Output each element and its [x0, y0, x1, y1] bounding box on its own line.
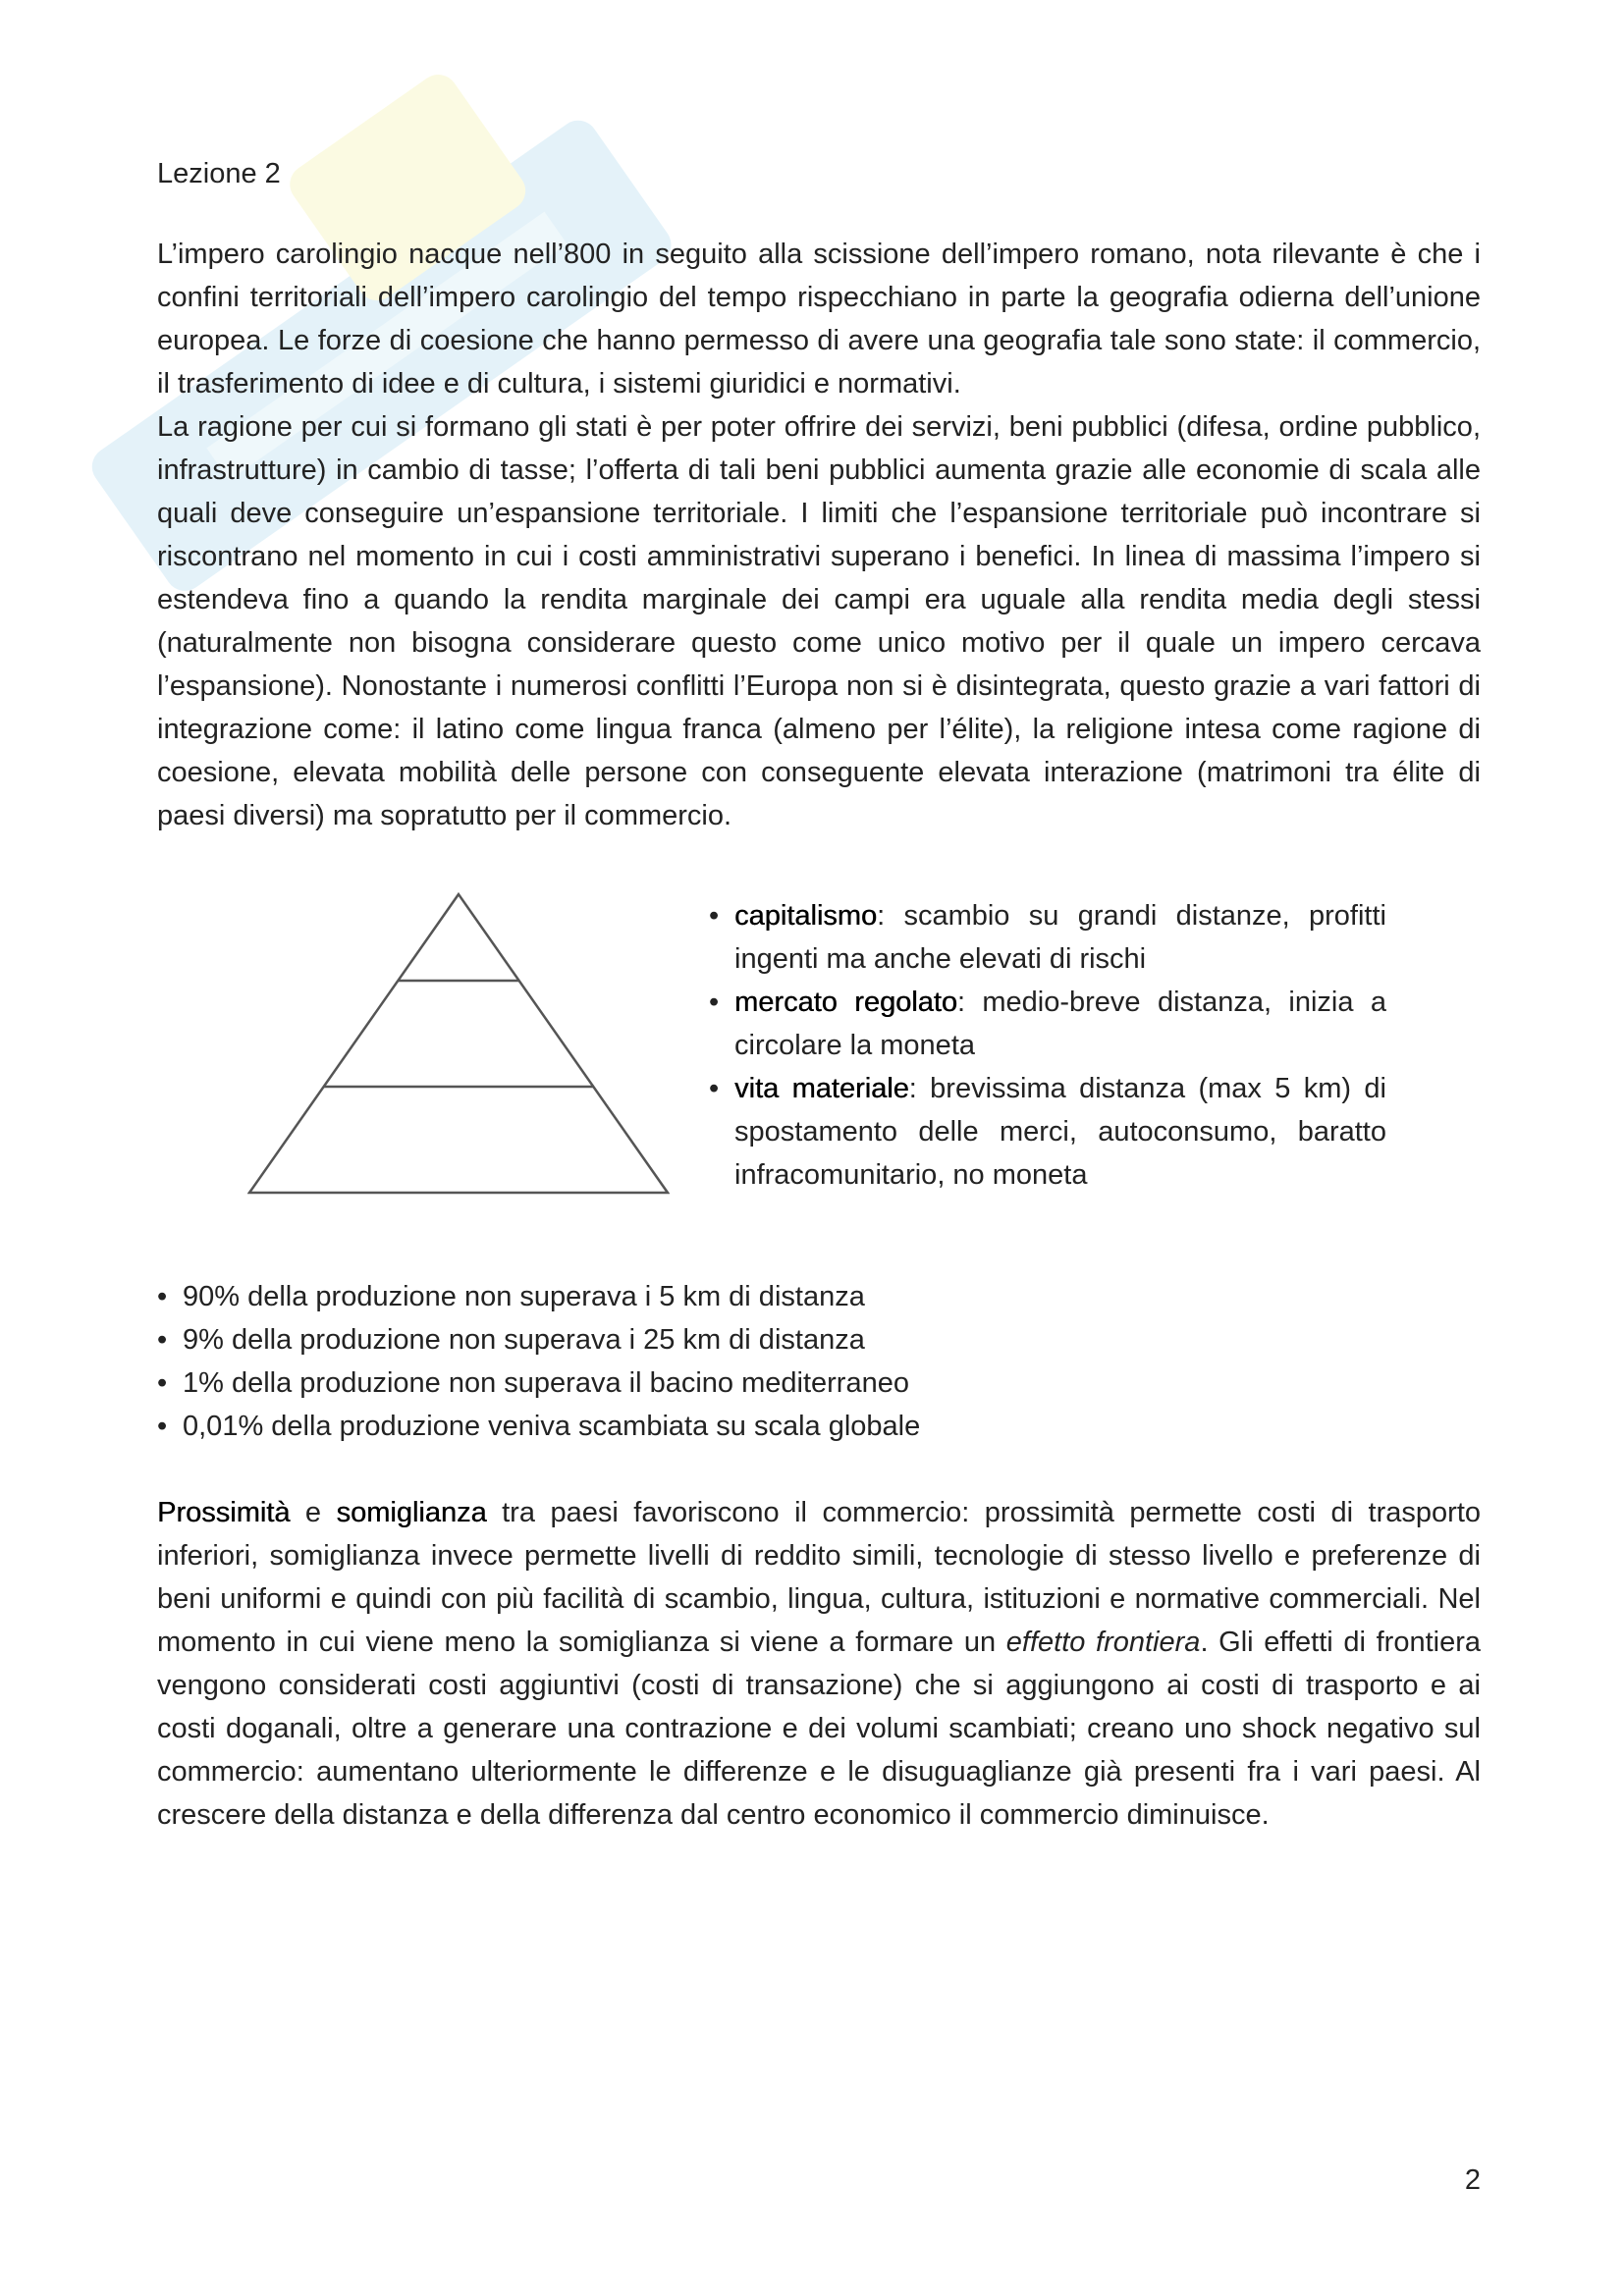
legend-item-vita-materiale: [709, 1067, 1386, 1197]
list-item: [157, 1318, 1481, 1362]
connector-text: e: [290, 1497, 337, 1528]
pyramid-diagram: [157, 890, 687, 1214]
pyramid-outline: [249, 894, 668, 1193]
term-prossimita: Prossimità: [157, 1497, 291, 1528]
list-item: [157, 1275, 1481, 1318]
lesson-heading: Lezione 2: [157, 158, 281, 189]
paragraph-carolingian-empire: L’impero carolingio nacque nell’800 in seguito alla scissione dell’impero romano, nota rilevante è che i confini territoriali dell’impero carolingio del tempo rispecchiano in parte la geografia odierna dell’unione europea. Le forze di coesione che hanno permesso di avere una geografia tale sono state: il commercio, il trasferimento di idee e di cultura, i sistemi giuridici e normativi.: [157, 239, 1481, 400]
pyramid-section: [157, 890, 1481, 1214]
term-somiglianza: somiglianza: [336, 1497, 487, 1528]
legend-item-capitalismo: [709, 894, 1386, 981]
list-item: [157, 1405, 1481, 1448]
legend-desc: : brevissima distanza (max 5 km) di spostamento delle merci, autoconsumo, baratto infracomunitario, no moneta: [734, 1073, 1386, 1191]
paragraph-proximity-similarity: [157, 1491, 1481, 1837]
paragraph-state-formation: La ragione per cui si formano gli stati è per poter offrire dei servizi, beni pubblici (difesa, ordine pubblico, infrastrutture) in cambio di tasse; l’offerta di tali beni pubblici aumenta grazie alle economie di scala alle quali deve conseguire un’espansione territoriale. I limiti che l’espansione territoriale può incontrare si riscontrano nel momento in cui i costi amministrativi superano i benefici. In linea di massima l’impero si estendeva fino a quando la rendita marginale dei campi era uguale alla rendita media degli stessi (naturalmente non bisogna considerare questo come unico motivo per il quale un impero cercava l’espansione). Nonostante i numerosi conflitti l’Europa non si è disintegrata, questo grazie a vari fattori di integrazione come: il latino come lingua franca (almeno per l’élite), la religione intesa come ragione di coesione, elevata mobilità delle persone con conseguente elevata interazione (matrimoni tra élite di paesi diversi) ma sopratutto per il commercio.: [157, 411, 1481, 831]
production-stats-list: [157, 1275, 1481, 1448]
legend-term: capitalismo: [734, 900, 878, 932]
bullet-icon: •: [709, 987, 720, 1018]
bullet-icon: •: [157, 1324, 168, 1356]
bullet-icon: •: [709, 1073, 720, 1104]
document-page: [157, 152, 1481, 1837]
legend-item-mercato-regolato: [709, 981, 1386, 1067]
legend-desc: : scambio su grandi distanze, profitti ingenti ma anche elevati di rischi: [734, 900, 1386, 975]
stat-text: 0,01% della produzione veniva scambiata su scala globale: [183, 1411, 921, 1442]
bullet-icon: •: [157, 1281, 168, 1312]
legend-term: mercato regolato: [734, 987, 957, 1018]
stat-text: 1% della produzione non superava il bacino mediterraneo: [183, 1367, 909, 1399]
page-number: 2: [1464, 2164, 1481, 2196]
bullet-icon: •: [157, 1411, 168, 1442]
paragraph-text-b: . Gli effetti di frontiera vengono considerati costi aggiuntivi (costi di transazione) che si aggiungono ai costi di trasporto e ai costi doganali, oltre a generare una contrazione e dei volumi scambiati; creano uno shock negativo sul commercio: aumentano ulteriormente le differenze e le disuguaglianze già presenti fra i vari paesi. Al crescere della distanza e della differenza dal centro economico il commercio diminuisce.: [157, 1627, 1482, 1831]
list-item: [157, 1362, 1481, 1405]
stat-text: 90% della produzione non superava i 5 km di distanza: [183, 1281, 865, 1312]
legend-desc: : medio-breve distanza, inizia a circolare la moneta: [734, 987, 1386, 1061]
bullet-icon: •: [157, 1367, 168, 1399]
bullet-icon: •: [709, 900, 720, 932]
legend-term: vita materiale: [734, 1073, 909, 1104]
paragraph-text-a: tra paesi favoriscono il commercio: prossimità permette costi di trasporto inferiori, somiglianza invece permette livelli di reddito simili, tecnologie di stesso livello e preferenze di beni uniformi e quindi con più facilità di scambio, lingua, cultura, istituzioni e normative commerciali. Nel momento in cui viene meno la somiglianza si viene a formare un: [157, 1497, 1481, 1658]
term-effetto-frontiera: effetto frontiera: [1005, 1627, 1201, 1658]
stat-text: 9% della produzione non superava i 25 km di distanza: [183, 1324, 865, 1356]
pyramid-legend: [709, 894, 1386, 1199]
